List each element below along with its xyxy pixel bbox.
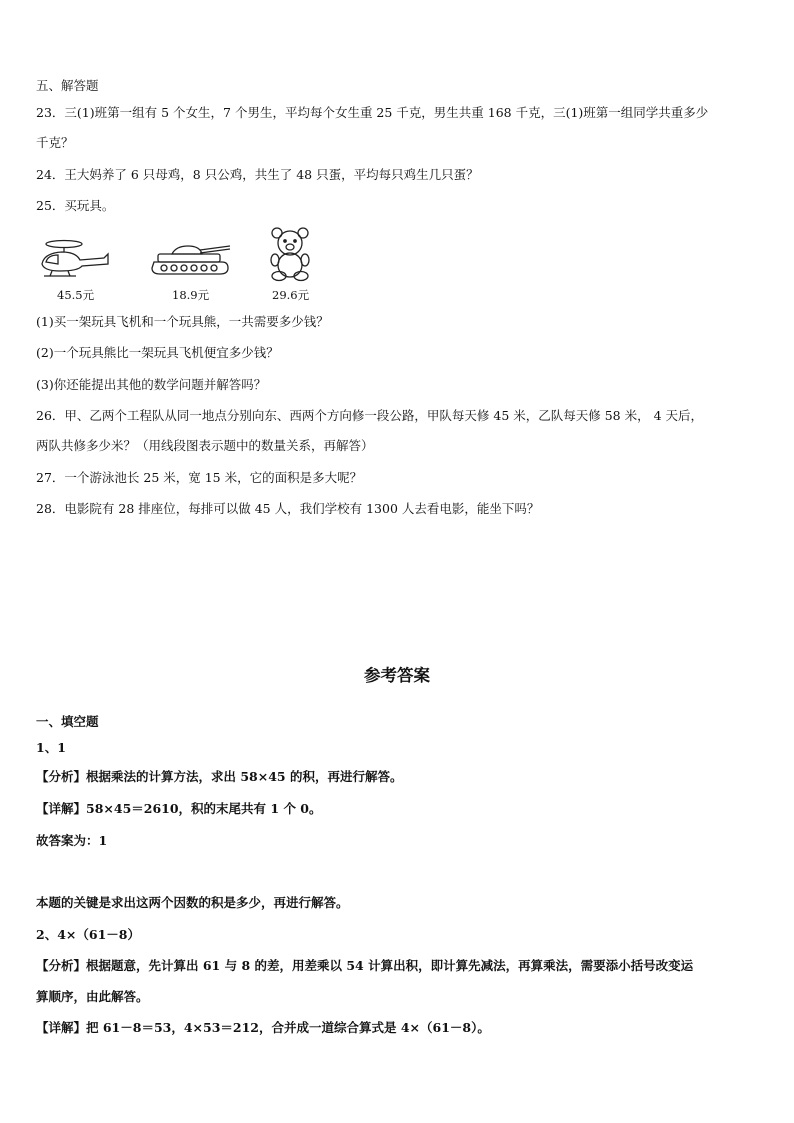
toy-tank-icon xyxy=(150,240,232,280)
answer-1-detail: 【详解】58×45＝2610，积的末尾共有 1 个 0。 xyxy=(36,801,322,816)
answer-1-result: 故答案为：1 xyxy=(36,833,108,848)
question-27: 27．一个游泳池长 25 米，宽 15 米，它的面积是多大呢？ xyxy=(36,470,363,485)
toy-bear-icon xyxy=(268,226,312,282)
question-25-sub2: (2)一个玩具熊比一架玩具飞机便宜多少钱？ xyxy=(36,345,279,360)
section-heading-1: 一、填空题 xyxy=(36,714,99,729)
toy-bear-price: 29.6元 xyxy=(272,288,310,302)
toy-tank-price: 18.9元 xyxy=(172,288,210,302)
answer-2: 2、4×（61－8） xyxy=(36,927,140,942)
answer-2-detail: 【详解】把 61－8＝53，4×53＝212，合并成一道综合算式是 4×（61－8）。 xyxy=(36,1020,490,1035)
toy-helicopter-price: 45.5元 xyxy=(57,288,95,302)
question-25-sub1: (1)买一架玩具飞机和一个玩具熊，一共需要多少钱？ xyxy=(36,314,329,329)
answer-1-analysis: 【分析】根据乘法的计算方法，求出 58×45 的积，再进行解答。 xyxy=(36,769,403,784)
toy-helicopter-icon xyxy=(38,236,110,282)
answer-2-analysis-line1: 【分析】根据题意，先计算出 61 与 8 的差，用差乘以 54 计算出积，即计算先减法，再算乘法，需要添小括号改变运 xyxy=(36,958,694,973)
question-26-line2: 两队共修多少米？（用线段图表示题中的数量关系，再解答） xyxy=(36,438,374,453)
question-23-line1: 23．三(1)班第一组有 5 个女生，7 个男生，平均每个女生重 25 千克，男生共重 168 千克，三(1)班第一组同学共重多少 xyxy=(36,105,709,120)
section-heading-5: 五、解答题 xyxy=(36,78,99,93)
answer-1-comment: 本题的关键是求出这两个因数的积是多少，再进行解答。 xyxy=(36,895,349,910)
question-24: 24．王大妈养了 6 只母鸡，8 只公鸡，共生了 48 只蛋，平均每只鸡生几只蛋？ xyxy=(36,167,479,182)
question-23-line2: 千克？ xyxy=(36,135,74,150)
question-25-sub3: (3)你还能提出其他的数学问题并解答吗？ xyxy=(36,377,267,392)
question-28: 28．电影院有 28 排座位，每排可以做 45 人，我们学校有 1300 人去看电影，能坐下吗？ xyxy=(36,501,540,516)
question-25: 25．买玩具。 xyxy=(36,198,115,213)
question-26-line1: 26．甲、乙两个工程队从同一地点分别向东、西两个方向修一段公路，甲队每天修 45 米，乙队每天修 58 米， 4 天后， xyxy=(36,408,704,423)
answers-title: 参考答案 xyxy=(364,666,430,685)
answer-2-analysis-line2: 算顺序，由此解答。 xyxy=(36,989,149,1004)
answer-1: 1、1 xyxy=(36,740,66,755)
